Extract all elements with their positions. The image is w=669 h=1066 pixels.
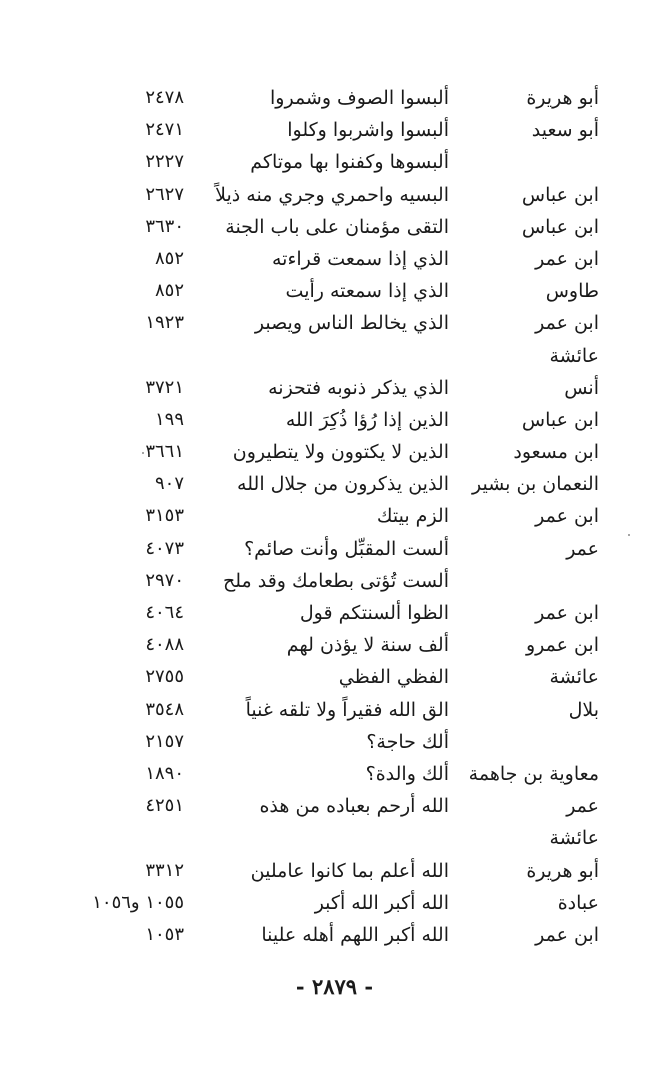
narrator-name: ابن عباس (521, 215, 599, 238)
hadith-text: الذي إذا سمعته رأيت (285, 280, 449, 303)
narrator-name: ابن عباس (521, 183, 599, 206)
narrator-name: عائشة (549, 666, 599, 689)
index-row (0, 629, 669, 661)
index-row (0, 533, 669, 565)
hadith-text (199, 822, 449, 854)
hadith-number: ٤٠٧٣ (145, 537, 184, 559)
hadith-text: الله أرحم بعباده من هذه (259, 795, 449, 818)
index-row (0, 436, 669, 468)
narrator-name: بلال (568, 698, 599, 721)
hadith-index-table (0, 82, 669, 951)
narrator-name: ابن عباس (521, 408, 599, 431)
hadith-number (64, 340, 184, 372)
narrator-name: عائشة (549, 827, 599, 850)
hadith-number: ٢٩٧٠ (145, 569, 184, 591)
hadith-text: الله أعلم بما كانوا عاملين (250, 859, 449, 882)
hadith-number: ٣٥٤٨ (145, 698, 184, 720)
hadith-number: ٨٥٢ (154, 247, 184, 269)
hadith-number: ٢١٥٧ (145, 730, 184, 752)
hadith-number: ١٠٥٣ (145, 923, 184, 945)
hadith-text: الفظي الفظي (338, 666, 449, 689)
hadith-text: البسيه واحمري وجري منه ذيلاً (215, 183, 449, 206)
hadith-text: ألست المقبِّل وأنت صائم؟ (244, 537, 449, 560)
index-row (0, 500, 669, 532)
narrator-name: ابن عمر (535, 312, 599, 335)
index-row (0, 855, 669, 887)
index-row (0, 307, 669, 339)
page-number: - ٢٨٧٩ - (295, 974, 374, 999)
narrator-name: ابن عمر (535, 505, 599, 528)
hadith-text: ألك حاجة؟ (366, 730, 449, 753)
hadith-number: ٤٠٨٨ (145, 634, 184, 656)
hadith-number: ٢٤٧٨ (145, 87, 184, 108)
narrator-name: معاوية بن جاهمة (468, 762, 599, 785)
hadith-text: الذين لا يكتوون ولا يتطيرون (232, 441, 449, 464)
hadith-number: ٢٦٢٧ (145, 183, 184, 205)
index-row (0, 179, 669, 211)
narrator-name: عبادة (557, 891, 599, 914)
index-row (0, 694, 669, 726)
narrator-name: طاوس (545, 280, 599, 303)
narrator-name: النعمان بن بشير (472, 473, 599, 496)
hadith-text: الله أكبر اللهم أهله علينا (261, 923, 449, 946)
hadith-text: الذي إذا سمعت قراءته (271, 247, 449, 270)
hadith-text: الظوا ألسنتكم قول (299, 602, 449, 624)
index-row (0, 597, 669, 629)
hadith-number: ٣٦٣٠ (145, 215, 184, 237)
narrator-name (469, 726, 599, 758)
index-row (0, 275, 669, 307)
hadith-text (199, 340, 449, 372)
hadith-text: الذي يذكر ذنوبه فتحزنه (268, 376, 449, 399)
hadith-text: الله أكبر الله أكبر (314, 891, 449, 914)
narrator-name: ابن عمر (535, 602, 599, 624)
hadith-number: ١٨٩٠ (145, 762, 184, 784)
hadith-text: ألبسوها وكفنوا بها موتاكم (250, 151, 449, 174)
narrator-name: عائشة (549, 344, 599, 367)
narrator-name (469, 146, 599, 178)
index-row (0, 404, 669, 436)
narrator-name: ابن عمر (535, 923, 599, 946)
hadith-number: ٢٧٥٥ (145, 666, 184, 688)
narrator-name: أنس (564, 376, 599, 399)
index-row (0, 340, 669, 372)
hadith-text: الزم بيتك (376, 505, 449, 528)
hadith-text: الق الله فقيراً ولا تلقه غنياً (245, 698, 449, 721)
hadith-text: ألك والدة؟ (365, 762, 449, 785)
hadith-number: ٣٦٦١ (145, 441, 184, 463)
hadith-text: الذي يخالط الناس ويصبر (254, 312, 449, 335)
index-row (0, 565, 669, 597)
index-row (0, 661, 669, 693)
hadith-number: ٢٤٧١ (145, 119, 184, 141)
narrator-name: ابن عمرو (525, 634, 599, 657)
hadith-number: ٤٠٦٤ (145, 602, 184, 623)
hadith-text: ألف سنة لا يؤذن لهم (286, 634, 449, 657)
hadith-text: ألست تُؤتى بطعامك وقد ملح (222, 569, 449, 592)
narrator-name: ابن مسعود (513, 441, 599, 464)
hadith-number: ٣٣١٢ (145, 859, 184, 881)
index-row (0, 790, 669, 822)
narrator-name: أبو هريرة (526, 87, 599, 109)
narrator-name: أبو سعيد (531, 119, 599, 142)
hadith-number: ١٩٢٣ (145, 312, 184, 334)
index-row (0, 146, 669, 178)
hadith-number (64, 822, 184, 854)
index-row (0, 82, 669, 114)
index-row (0, 887, 669, 919)
index-row (0, 114, 669, 146)
narrator-name: عمر (566, 795, 599, 818)
print-speck (628, 534, 630, 536)
narrator-name (469, 565, 599, 597)
hadith-number: ٢٢٢٧ (145, 151, 184, 173)
hadith-text: ألبسوا الصوف وشمروا (270, 87, 449, 109)
index-row (0, 758, 669, 790)
hadith-number: ١٠٥٥ و١٠٥٦ (92, 891, 184, 913)
print-speck (142, 452, 144, 454)
narrator-name: عمر (566, 537, 599, 560)
index-row (0, 822, 669, 854)
index-row (0, 243, 669, 275)
hadith-number: ٤٢٥١ (145, 795, 184, 817)
hadith-text: الذين يذكرون من جلال الله (237, 473, 449, 496)
hadith-number: ٩٠٧ (154, 473, 184, 495)
hadith-text: التقى مؤمنان على باب الجنة (225, 215, 449, 238)
index-row (0, 372, 669, 404)
hadith-number: ١٩٩ (154, 408, 184, 430)
index-row (0, 726, 669, 758)
hadith-number: ٣٧٢١ (145, 376, 184, 398)
hadith-text: ألبسوا واشربوا وكلوا (287, 119, 449, 142)
hadith-text: الذين إذا رُؤا ذُكِرَ الله (285, 408, 449, 431)
hadith-number: ٨٥٢ (154, 280, 184, 302)
index-row (0, 468, 669, 500)
narrator-name: أبو هريرة (526, 859, 599, 882)
index-row (0, 211, 669, 243)
index-row (0, 919, 669, 951)
narrator-name: ابن عمر (535, 247, 599, 270)
hadith-number: ٣١٥٣ (145, 505, 184, 527)
